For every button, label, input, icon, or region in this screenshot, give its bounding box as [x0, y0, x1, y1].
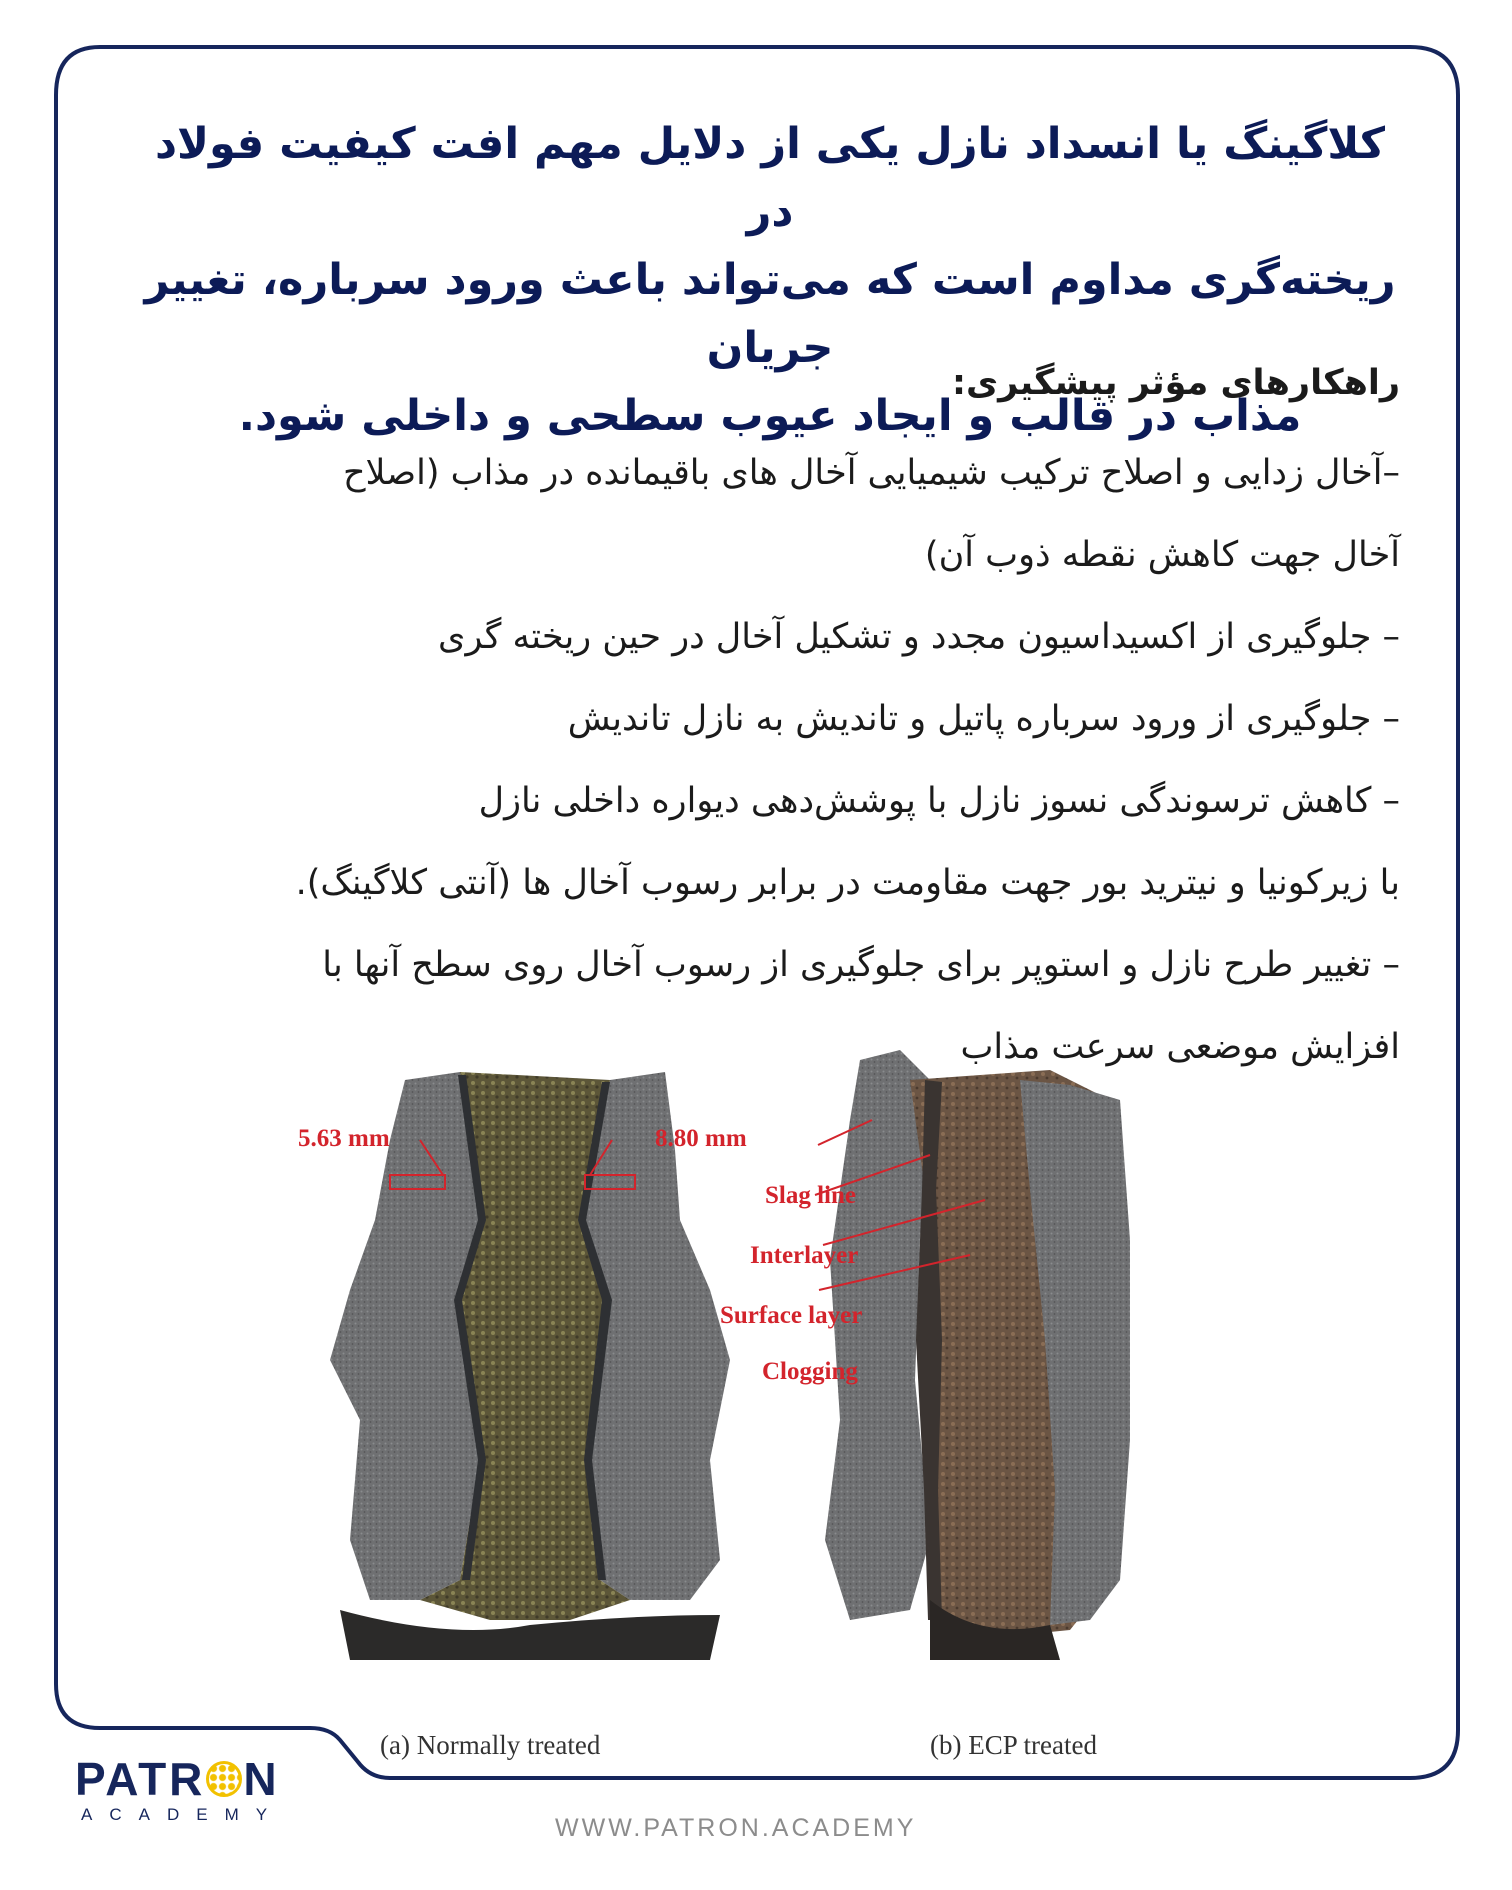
- website-url: WWW.PATRON.ACADEMY: [555, 1814, 917, 1842]
- ecp-treated-nozzle: [815, 1050, 1130, 1660]
- logo-dot-circle-icon: [206, 1761, 242, 1797]
- headline-line-3: مذاب در قالب و ایجاد عیوب سطحی و داخلی شود.: [238, 391, 1302, 441]
- list-item: – جلوگیری از ورود سرباره پاتیل و تاندیش به نازل تاندیش: [567, 699, 1400, 739]
- list-item: – جلوگیری از اکسیداسیون مجدد و تشکیل آخال در حین ریخته گری: [438, 617, 1400, 657]
- left-measure-label: 5.63 mm: [298, 1125, 390, 1152]
- headline-line-1: کلاگینگ یا انسداد نازل یکی از دلایل مهم افت کیفیت فولاد در: [154, 119, 1386, 237]
- prevention-list: [150, 432, 1400, 1088]
- section-heading: راهکارهای مؤثر پیشگیری:: [952, 363, 1400, 403]
- nozzle-figure: [298, 1040, 1210, 1770]
- logo-text-part-2: N: [243, 1753, 280, 1805]
- clogging-label: Clogging: [762, 1358, 858, 1385]
- surface-layer-label: Surface layer: [720, 1302, 863, 1329]
- list-item-continuation: افزایش موضعی سرعت مذاب: [960, 1027, 1400, 1067]
- nozzle-illustration: [330, 1040, 1210, 1770]
- interlayer-label: Interlayer: [750, 1242, 859, 1269]
- patron-logo: [75, 1755, 345, 1825]
- headline-line-2: ریخته‌گری مداوم است که می‌تواند باعث ورود سرباره، تغییر جریان: [144, 255, 1396, 373]
- right-measure-label: 8.80 mm: [655, 1125, 747, 1152]
- normally-treated-nozzle: [330, 1072, 730, 1660]
- caption-ecp-treated: (b) ECP treated: [930, 1730, 1097, 1760]
- list-item: – تغییر طرح نازل و استوپر برای جلوگیری از رسوب آخال روی سطح آنها با: [322, 945, 1400, 985]
- caption-normally-treated: (a) Normally treated: [380, 1730, 601, 1760]
- logo-wordmark: [75, 1755, 345, 1803]
- slag-line-label: Slag line: [765, 1182, 856, 1209]
- logo-subtitle: ACADEMY: [81, 1805, 285, 1824]
- logo-text-part-1: PATR: [75, 1753, 206, 1805]
- list-item: –آخال زدایی و اصلاح ترکیب شیمیایی آخال های باقیمانده در مذاب (اصلاح: [342, 453, 1400, 493]
- list-item-continuation: آخال جهت کاهش نقطه ذوب آن): [924, 535, 1400, 575]
- list-item: – کاهش ترسوندگی نسوز نازل با پوشش‌دهی دیواره داخلی نازل: [478, 781, 1400, 821]
- list-item-continuation: با زیرکونیا و نیترید بور جهت مقاومت در برابر رسوب آخال ها (آنتی کلاگینگ).: [295, 863, 1400, 903]
